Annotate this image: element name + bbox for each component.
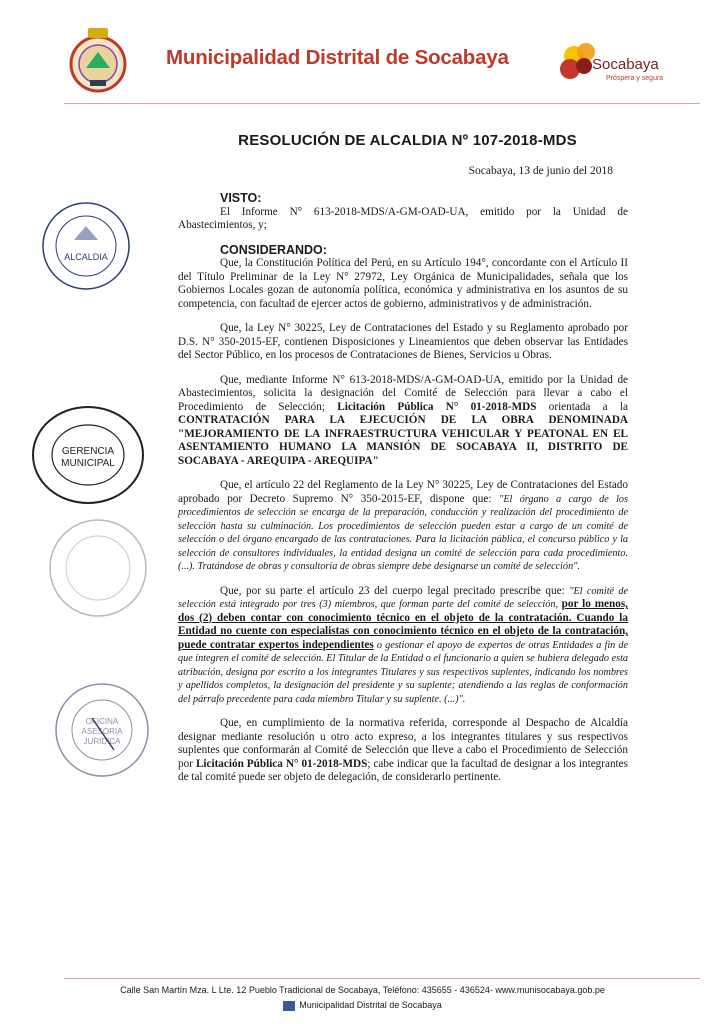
footer-facebook: Municipalidad Distrital de Socabaya (0, 1000, 725, 1011)
resolution-title: RESOLUCIÓN DE ALCALDIA Nº 107-2018-MDS (238, 132, 577, 149)
seal-line-2: ASESORIA (81, 727, 123, 736)
paragraph-4: Que, el artículo 22 del Reglamento de la Ley N° 30225, Ley de Contrataciones del Estado aprobado por Decreto Supremo N° 350-2015-EF, dispone que: "El órgano a cargo de los procedimientos de selección se encarga de la preparación, conducción y realización del procedimiento de selección hasta su culminación. Los procedimientos de selección pueden estar a cargo de un comité de selección o del órgano encargado de las contrataciones. Para la licitación pública, el concurso público y la selección de consultores individuales, la entidad designa un comité de selección para cada procedimiento. (...). Tratándose de obras y consultoría de obras siempre debe designarse un comité de selección". (178, 479, 628, 572)
alcaldia-seal-icon (40, 200, 132, 292)
municipal-crest-icon (66, 24, 130, 96)
seal-line-3: JURIDICA (83, 737, 121, 746)
brand-name: Socabaya (592, 56, 659, 73)
visto-paragraph: El Informe N° 613-2018-MDS/A-GM-OAD-UA, emitido por la Unidad de Abastecimientos, y; (178, 205, 628, 231)
paragraph-5: Que, por su parte el artículo 23 del cuerpo legal precitado prescribe que: "El comité de selección está integrado por tres (3) miembros, que forman parte del comité de selección, por lo menos, dos (2) deben contar con conocimiento técnico en el objeto de la contratación. Cuando la Entidad no cuente con especialistas con conocimiento técnico en el objeto de la contratación, puede contratar expertos independientes o gestionar el apoyo de expertos de otras Entidades a fin de que integren el comité de selección. El Titular de la Entidad o el funcionario a quien se hubiera delegado esta atribución, designa por escrito a los integrantes Titulares y sus respectivos suplentes, indicando los nombres y apellidos completos, la designación del presidente y su suplente; atendiendo a las reglas de conformación del párrafo precedente para cada miembro Titular y su suplente. (...)". (178, 584, 628, 705)
gerencia-seal-icon (30, 404, 146, 506)
seal-center-text: ALCALDIA (64, 252, 108, 262)
resolution-body (178, 190, 628, 796)
faded-seal-icon (46, 516, 150, 620)
paragraph-6: Que, en cumplimiento de la normativa referida, corresponde al Despacho de Alcaldía designar mediante resolución u otro acto expreso, a los integrantes titulares y sus respectivos suplentes que conformarán al Comité de Selección que lleve a cabo el Procedimiento de Selección por Licitación Pública N° 01-2018-MDS; cabe indicar que la facultad de designar a los integrantes de tal comité puede ser objeto de delegación, de considerarlo pertinente. (178, 717, 628, 783)
asesoria-seal-icon (52, 680, 152, 780)
paragraph-3: Que, mediante Informe N° 613-2018-MDS/A-GM-OAD-UA, emitido por la Unidad de Abastecimientos, solicita la designación del Comité de Selección para llevar a cabo el Procedimiento de Selección; Licitación Pública N° 01-2018-MDS orientada a la CONTRATACIÓN PARA LA EJECUCIÓN DE LA OBRA DENOMINADA "MEJORAMIENTO DE LA INFRAESTRUCTURA VEHICULAR Y PEATONAL EN EL ASENTAMIENTO HUMANO LA MANSIÓN DE SOCABAYA II, DISTRITO DE SOCABAYA - AREQUIPA - AREQUIPA" (178, 373, 628, 467)
seal-line-1: GERENCIA (61, 446, 115, 457)
footer-address: Calle San Martín Mza. L Lte. 12 Pueblo Tradicional de Socabaya, Teléfono: 435655 - 436524- www.munisocabaya.gob.pe (120, 985, 605, 995)
seal-line-1: OFICINA (85, 717, 119, 726)
document-date: Socabaya, 13 de junio del 2018 (468, 165, 613, 177)
footer-divider (64, 978, 700, 979)
header-divider (64, 103, 700, 104)
seal-line-2: MUNICIPAL (61, 458, 115, 469)
paragraph-2: Que, la Ley N° 30225, Ley de Contrataciones del Estado y su Reglamento aprobado por D.S. N° 350-2015-EF, contienen Disposiciones y Lineamientos que deben observar las Entidades del Sector Público, en los procesos de Contrataciones de Bienes, Servicios u Obras. (178, 322, 628, 361)
paragraph-1: Que, la Constitución Política del Perú, en su Artículo 194°, concordante con el Artículo II del Título Preliminar de la Ley N° 27972, Ley Orgánica de Municipalidades, señala que los Gobiernos Locales gozan de autonomía política, económica y administrativa en los asuntos de su competencia, con facultad de ejercer actos de gobierno, administrativos y de administración. (178, 257, 628, 310)
considerando-heading: CONSIDERANDO: (220, 242, 327, 257)
page-title: Municipalidad Distrital de Socabaya (166, 46, 509, 69)
facebook-icon (283, 1001, 295, 1011)
brand-tagline: Próspera y segura (606, 75, 664, 82)
visto-heading: VISTO: (220, 191, 262, 205)
